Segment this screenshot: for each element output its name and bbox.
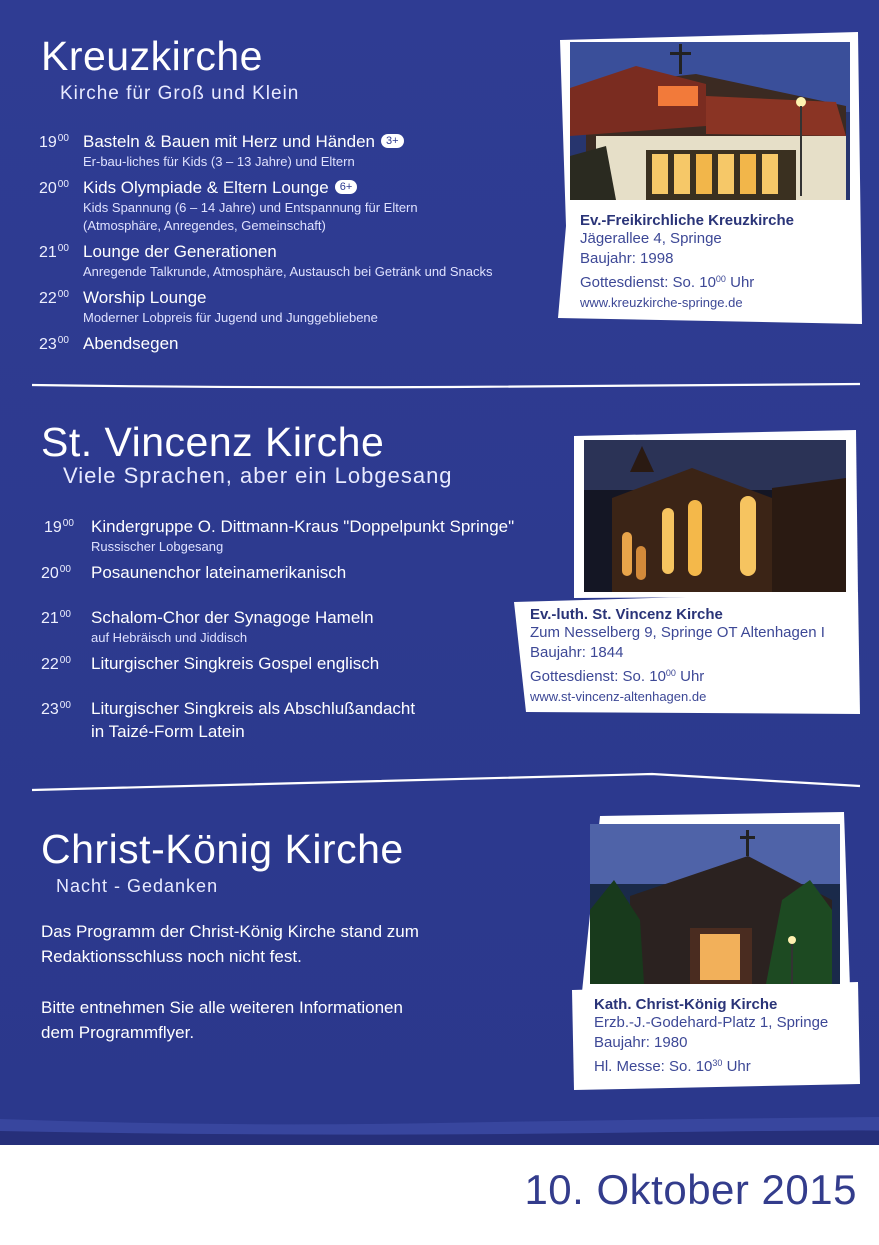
- kreuz-title: Kreuzkirche: [41, 33, 263, 79]
- event-title: Kindergruppe O. Dittmann-Kraus "Doppelpunkt Springe": [91, 517, 515, 536]
- church-website: www.kreuzkirche-springe.de: [580, 295, 743, 310]
- event-description: Russischer Lobgesang: [91, 539, 224, 554]
- event-time: $19^{00}$: [44, 518, 74, 536]
- event-description: auf Hebräisch und Jiddisch: [91, 630, 248, 645]
- event-time: $21^{00}$: [39, 243, 69, 261]
- church-built: Baujahr: 1998: [580, 250, 674, 267]
- event-title: Liturgischer Singkreis Gospel englisch: [91, 654, 380, 673]
- vincenz-title: St. Vincenz Kirche: [41, 419, 385, 465]
- event-title: Basteln & Bauen mit Herz und Händen 3+: [83, 132, 404, 152]
- church-name: Ev.-Freikirchliche Kreuzkirche: [580, 212, 794, 229]
- event-time: $23^{00}$: [41, 700, 71, 718]
- event-title: Kids Olympiade & Eltern Lounge 6+: [83, 178, 357, 198]
- christ-title: Christ-König Kirche: [41, 826, 404, 872]
- event-title-line2: in Taizé-Form Latein: [91, 722, 245, 741]
- event-title: Posaunenchor lateinamerikanisch: [91, 563, 347, 582]
- kreuz-card-text: [580, 212, 794, 312]
- christ-card-text: [594, 996, 828, 1077]
- event-date: 10. Oktober 2015: [524, 1166, 857, 1213]
- event-description: (Atmosphäre, Anregendes, Gemeinschaft): [83, 218, 326, 233]
- event-description: Er-bau-liches für Kids (3 – 13 Jahre) und Eltern: [83, 154, 355, 169]
- event-time: $20^{00}$: [41, 564, 71, 582]
- age-badge: 6+: [335, 180, 358, 194]
- event-description: Kids Spannung (6 – 14 Jahre) und Entspannung für Eltern: [83, 200, 418, 215]
- event-description: Moderner Lobpreis für Jugend und Junggebliebene: [83, 310, 378, 325]
- section-divider: [32, 378, 862, 392]
- church-built: Baujahr: 1844: [530, 644, 624, 661]
- event-time: $22^{00}$: [39, 289, 69, 307]
- event-time: $22^{00}$: [41, 655, 71, 673]
- event-title: Lounge der Generationen: [83, 242, 277, 261]
- age-badge: 3+: [381, 134, 404, 148]
- section-divider: [32, 770, 862, 794]
- church-address: Erzb.-J.-Godehard-Platz 1, Springe: [594, 1014, 829, 1031]
- church-name: Ev.-luth. St. Vincenz Kirche: [530, 606, 723, 623]
- church-service: Gottesdienst: So. $10^{00}$ Uhr: [530, 668, 705, 685]
- christ-note: Das Programm der Christ-König Kirche stand zum Redaktionsschluss noch nicht fest.: [41, 922, 419, 966]
- bottom-wave: [0, 1105, 879, 1145]
- event-title: Abendsegen: [83, 334, 179, 353]
- church-address: Zum Nesselberg 9, Springe OT Altenhagen I: [530, 624, 825, 641]
- event-title: Schalom-Chor der Synagoge Hameln: [91, 608, 374, 627]
- church-name: Kath. Christ-König Kirche: [594, 996, 778, 1013]
- event-time: $21^{00}$: [41, 609, 71, 627]
- vincenz-card-text: [530, 606, 825, 706]
- christ-info: Bitte entnehmen Sie alle weiteren Informationen dem Programmflyer.: [41, 998, 403, 1042]
- church-address: Jägerallee 4, Springe: [580, 230, 722, 247]
- kreuz-subtitle: Kirche für Groß und Klein: [60, 83, 300, 104]
- church-service: Hl. Messe: So. $10^{30}$ Uhr: [594, 1058, 751, 1075]
- event-description: Anregende Talkrunde, Atmosphäre, Austausch bei Getränk und Snacks: [83, 264, 493, 279]
- church-website: www.st-vincenz-altenhagen.de: [530, 689, 707, 704]
- vincenz-subtitle: Viele Sprachen, aber ein Lobgesang: [63, 463, 453, 488]
- church-service: Gottesdienst: So. $10^{00}$ Uhr: [580, 274, 755, 291]
- christ-church-photo: [590, 824, 840, 984]
- kreuz-church-photo: [570, 42, 850, 200]
- vincenz-church-photo: [584, 440, 846, 592]
- event-time: $20^{00}$: [39, 179, 69, 197]
- event-time: $23^{00}$: [39, 335, 69, 353]
- christ-subtitle: Nacht - Gedanken: [56, 876, 219, 896]
- event-title: Worship Lounge: [83, 288, 207, 307]
- church-built: Baujahr: 1980: [594, 1034, 688, 1051]
- event-title: Liturgischer Singkreis als Abschlußandacht: [91, 699, 416, 718]
- event-time: $19^{00}$: [39, 133, 69, 151]
